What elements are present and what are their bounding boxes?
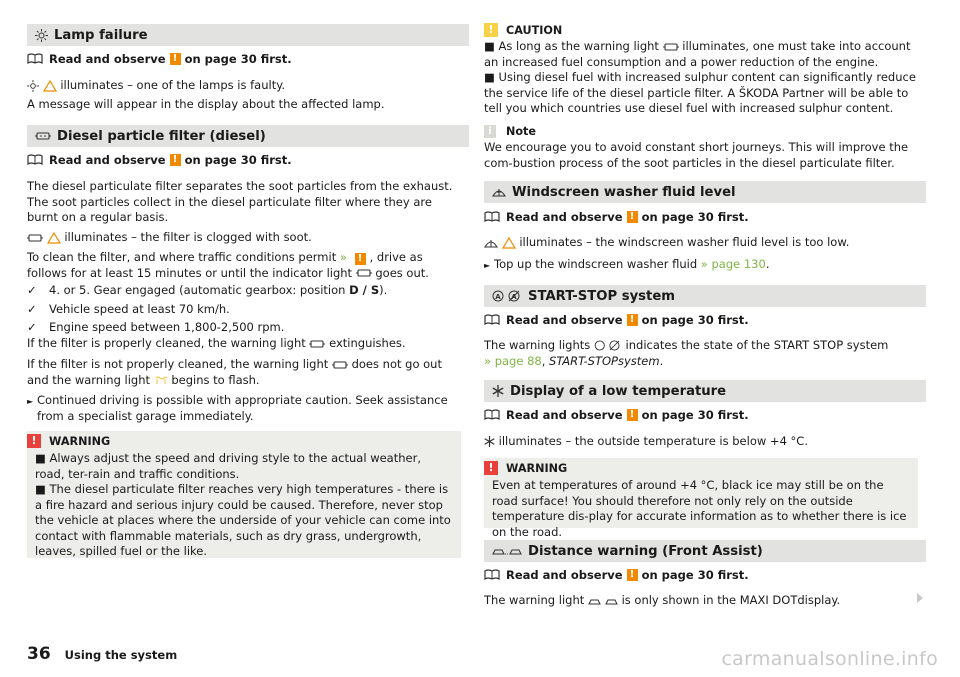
page-ref-link[interactable]: on page 30 first.	[641, 568, 749, 582]
washer-title: Windscreen washer fluid level	[512, 184, 736, 200]
warning-triangle-icon	[43, 80, 57, 92]
check-icon: ✓	[27, 283, 37, 297]
page-ref-link[interactable]: on page 30 first.	[641, 210, 749, 224]
front-assist-icon	[492, 546, 522, 556]
washer-line1: illuminates – the windscreen washer fluid level is too low.	[484, 235, 918, 251]
frontassist-heading	[484, 540, 926, 562]
startstop-heading	[484, 285, 926, 307]
book-icon	[484, 211, 500, 223]
lamp-line2: A message will appear in the display about the affected lamp.	[27, 97, 385, 111]
svg-text:A: A	[495, 293, 501, 301]
washer-icon	[492, 186, 506, 198]
book-icon	[27, 53, 43, 65]
footer-section: Using the system	[64, 648, 178, 662]
lamp-line1: illuminates – one of the lamps is faulty.	[27, 78, 461, 94]
page-ref-link[interactable]: on page 30 first.	[184, 52, 292, 66]
watermark: carmanualsonline.info	[721, 648, 938, 670]
warning-icon: !	[627, 314, 638, 326]
ref-link[interactable]: »	[339, 250, 347, 264]
arrow-icon: ►	[27, 397, 34, 406]
svg-text:A: A	[511, 293, 517, 301]
snowflake-icon	[484, 436, 495, 447]
list-item: ✓ Vehicle speed at least 70 km/h.	[27, 301, 230, 316]
dpf-icon	[663, 42, 679, 52]
frontassist-read-observe: Read and observe ! on page 30 first.	[484, 567, 749, 583]
dpf-icon	[356, 268, 372, 278]
page-ref-link[interactable]: on page 30 first.	[641, 313, 749, 327]
caution-bullet-1: ■ As long as the warning light illuminates, one must take into account an increased fuel consumption and a power reduction of the engine.	[484, 39, 911, 69]
warning-bullet-2: ■ The diesel particulate filter reaches very high temperatures - there is a fire hazard and serious injury could be caused. Therefore, never stop the vehicle at places where the underside of your vehicle can come into contact with flammable materials, such as dry grass, undergrowth, leaves, spilled fuel or the like.	[35, 482, 451, 558]
startstop-read-observe: Read and observe ! on page 30 first.	[484, 312, 749, 328]
book-icon	[27, 154, 43, 166]
warning-header: ! WARNING	[484, 458, 918, 476]
start-stop-icon	[492, 290, 522, 302]
snowflake-icon	[492, 385, 504, 397]
lowtemp-title: Display of a low temperature	[510, 383, 727, 399]
lamp-icon	[35, 29, 48, 42]
dpf-heading	[27, 125, 469, 147]
note-header: i Note	[484, 123, 918, 139]
caution-header: ! CAUTION	[484, 22, 918, 38]
preheat-icon	[154, 375, 168, 385]
dpf-title: Diesel particle filter (diesel)	[57, 128, 266, 144]
frontassist-title: Distance warning (Front Assist)	[528, 543, 763, 559]
warning-triangle-icon	[502, 237, 516, 249]
page-88-link[interactable]: » page 88	[484, 353, 542, 368]
dpf-paragraph-5: If the filter is not properly cleaned, the warning light does not go out and the warning light begins to flash.	[27, 357, 442, 387]
warning-body: Even at temperatures of around +4 °C, black ice may still be on the road surface! You should therefore not only rely on the outside temperature dis-play for accurate information as to whether there is ice on the road.	[492, 478, 907, 539]
frontassist-paragraph: The warning light is only shown in the MAXI DOTdisplay.	[484, 593, 841, 607]
warning-box	[484, 458, 918, 539]
warning-icon: !	[627, 409, 638, 421]
warning-icon: !	[355, 253, 366, 265]
warning-box	[27, 431, 461, 558]
caution-box	[484, 22, 918, 117]
warning-header: ! WARNING	[27, 431, 461, 449]
book-icon	[484, 314, 500, 326]
warning-bullet-1: ■ Always adjust the speed and driving style to the actual weather, road, ter-rain and traffic conditions.	[35, 451, 421, 481]
check-icon: ✓	[27, 320, 37, 334]
caution-tag-icon: !	[484, 23, 498, 37]
lamp-failure-title: Lamp failure	[54, 27, 148, 43]
lamp-read-observe: Read and observe ! on page 30 first.	[27, 51, 292, 67]
washer-read-observe: Read and observe ! on page 30 first.	[484, 209, 749, 225]
lowtemp-heading	[484, 380, 926, 402]
page-number: 36	[27, 644, 51, 664]
dpf-paragraph-2: illuminates – the filter is clogged with soot.	[27, 230, 461, 246]
washer-icon	[484, 237, 498, 249]
warning-triangle-icon	[47, 232, 61, 244]
page-footer	[27, 644, 177, 664]
warning-tag-icon: !	[484, 461, 498, 475]
dpf-read-observe: Read and observe ! on page 30 first.	[27, 152, 292, 168]
list-item: ✓ Engine speed between 1,800-2,500 rpm.	[27, 320, 285, 334]
lowtemp-read-observe: Read and observe ! on page 30 first.	[484, 407, 749, 423]
dpf-action: ► Continued driving is possible with appropriate caution. Seek assistance from a specialist garage immediately.	[27, 393, 448, 423]
dpf-paragraph-3: To clean the filter, and where traffic conditions permit » ! , drive as follows for at least 15 minutes or until the indicator light goes out.	[27, 250, 429, 280]
list-item: ✓ 4. or 5. Gear engaged (automatic gearbox: position D / S).	[27, 283, 388, 297]
dpf-icon	[332, 360, 348, 370]
front-assist-icon	[588, 596, 618, 606]
book-icon	[484, 409, 500, 421]
washer-action: ► Top up the windscreen washer fluid » page 130.	[484, 257, 918, 274]
lowtemp-line1: illuminates – the outside temperature is below +4 °C.	[484, 434, 918, 450]
check-icon: ✓	[27, 301, 37, 316]
page-ref-link[interactable]: on page 30 first.	[184, 153, 292, 167]
warning-icon: !	[170, 154, 181, 166]
warning-icon: !	[627, 569, 638, 581]
note-text: We encourage you to avoid constant short journeys. This will improve the com-bustion process of the soot particles in the diesel particulate filter.	[484, 140, 909, 170]
startstop-title: START-STOP system	[528, 288, 676, 304]
warning-icon: !	[170, 53, 181, 65]
start-stop-icon	[594, 340, 622, 351]
arrow-icon: ►	[484, 261, 491, 270]
page-130-link[interactable]: » page 130	[700, 257, 766, 271]
book-icon	[484, 569, 500, 581]
info-icon: i	[484, 125, 496, 138]
dpf-icon	[35, 131, 51, 141]
dpf-icon	[309, 339, 325, 349]
lamp-failure-heading	[27, 24, 469, 46]
page-ref-link[interactable]: on page 30 first.	[641, 408, 749, 422]
startstop-paragraph: The warning lights indicates the state of the START STOP system » page 88, START-STOPsystem.	[484, 338, 889, 368]
caution-bullet-2: ■ Using diesel fuel with increased sulphur content can significantly reduce the service life of the diesel particle filter. A ŠKODA Partner will be able to tell you which countries use diesel fuel with increased sulphur content.	[484, 70, 916, 115]
warning-tag-icon: !	[27, 434, 41, 448]
dpf-icon	[27, 233, 43, 243]
warning-icon: !	[627, 211, 638, 223]
lamp-icon	[27, 80, 39, 92]
dpf-paragraph-1: The diesel particulate filter separates the soot particles from the exhaust. The soot particles collect in the diesel particulate filter where they are burnt on a regular basis.	[27, 179, 453, 224]
dpf-checklist	[27, 283, 461, 336]
continue-arrow-icon	[917, 593, 923, 603]
note-box	[484, 123, 918, 171]
dpf-paragraph-4: If the filter is properly cleaned, the warning light extinguishes.	[27, 336, 406, 350]
washer-heading	[484, 181, 926, 203]
warning-body	[27, 449, 461, 560]
